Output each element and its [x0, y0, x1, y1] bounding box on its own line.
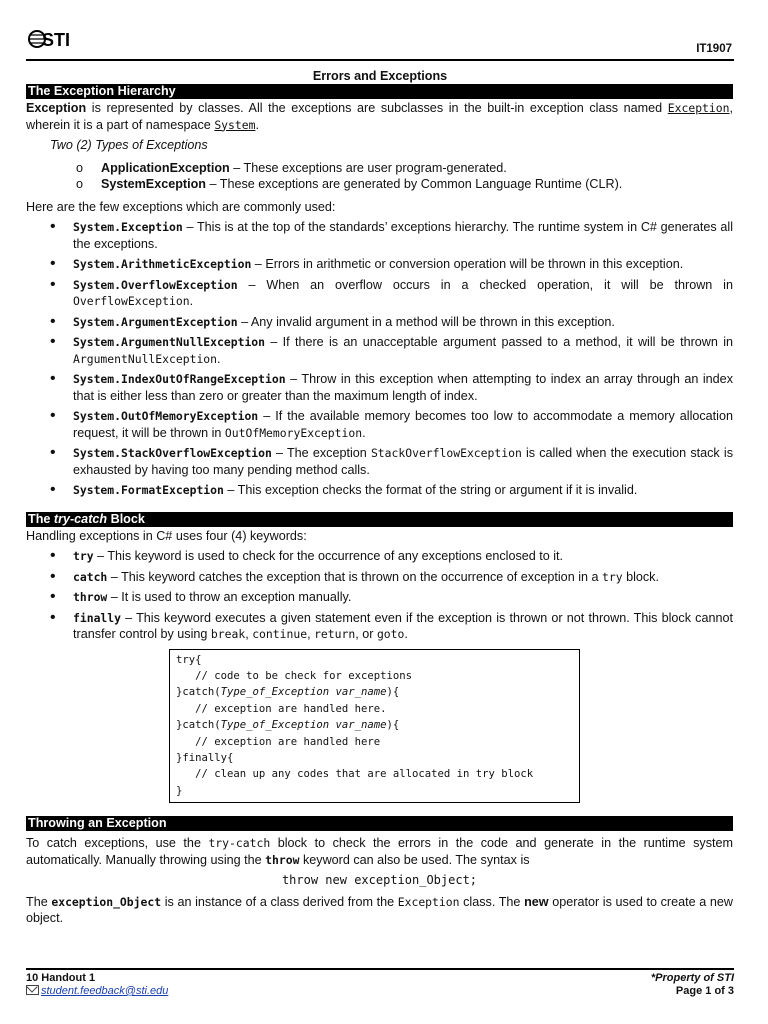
code-line: }finally{: [176, 751, 234, 764]
list-item: • finally – This keyword executes a given statement even if the exception is thrown or not thrown. This block cannot transfer control by using break, continue, return, or goto.: [50, 610, 733, 643]
sti-logo: [28, 26, 78, 52]
code-line: // exception are handled here: [176, 735, 381, 748]
document-title: Errors and Exceptions: [312, 69, 448, 83]
section-heading-try-catch: The try-catch Block: [26, 512, 733, 527]
property-label: *Property of STI: [650, 972, 734, 984]
footer-left: [26, 972, 168, 998]
list-item: • System.ArithmeticException – Errors in arithmetic or conversion operation will be thrown in this exception.: [50, 256, 733, 273]
code-line: }: [176, 784, 183, 797]
code-line: // clean up any codes that are allocated in try block: [176, 768, 534, 781]
page-number: Page 1 of 3: [675, 985, 734, 997]
list-item: • System.FormatException – This exception checks the format of the string or argument if it is invalid.: [50, 482, 733, 499]
footer-right: [651, 972, 734, 998]
list-item: • System.IndexOutOfRangeException – Throw in this exception when attempting to index an array through an index that is either less than zero or greater than the maximum length of index.: [50, 371, 733, 404]
list-item: • System.Exception – This is at the top of the standards’ exceptions hierarchy. The runtime system in C# generates all the exceptions.: [50, 219, 733, 252]
common-exceptions-intro: Here are the few exceptions which are commonly used:: [26, 199, 336, 214]
throwing-paragraph: To catch exceptions, use the try-catch block to check the errors in the code and generate in the runtime system automatically. Manually throwing using the throw keyword can also be used. The syntax is: [26, 836, 733, 867]
list-item: • System.OverflowException – When an overflow occurs in a checked operation, it will be thrown in OverflowException.: [50, 277, 733, 310]
keywords-list: [26, 548, 733, 643]
try-catch-code-block: [169, 649, 580, 804]
common-exceptions-list: [26, 219, 733, 499]
handout-label: 10 Handout 1: [26, 972, 96, 984]
throw-syntax: throw new exception_Object;: [281, 873, 478, 888]
document-code: IT1907: [696, 43, 732, 55]
page-content: [26, 84, 733, 927]
list-item: o ApplicationException – These exceptions are user program-generated.: [76, 160, 733, 177]
list-item: • System.ArgumentException – Any invalid argument in a method will be thrown in this exception.: [50, 314, 733, 331]
mail-icon: [26, 985, 39, 995]
code-line: }catch(Type_of_Exception var_name){: [176, 686, 400, 699]
logo-text: STI: [42, 30, 71, 50]
code-line: }catch(Type_of_Exception var_name){: [176, 719, 400, 732]
keywords-intro: Handling exceptions in C# uses four (4) keywords:: [26, 528, 307, 543]
list-item: • System.ArgumentNullException – If there is an unacceptable argument passed to a method, it will be thrown in ArgumentNullException.: [50, 334, 733, 367]
list-item: • System.StackOverflowException – The exception StackOverflowException is called when the execution stack is exhausted by having too many pending method calls.: [50, 445, 733, 478]
exception-types-list: [26, 160, 733, 193]
section-heading-exception-hierarchy: The Exception Hierarchy: [26, 84, 733, 99]
code-line: // code to be check for exceptions: [176, 669, 412, 682]
list-item: • System.OutOfMemoryException – If the available memory becomes too low to accommodate a memory allocation request, it will be thrown in OutOfMemoryException.: [50, 408, 733, 441]
code-line: try{: [176, 653, 202, 666]
exception-object-paragraph: The exception_Object is an instance of a class derived from the Exception class. The new operator is used to create a new object.: [26, 894, 734, 926]
feedback-email-link[interactable]: student.feedback@sti.edu: [41, 985, 169, 997]
footer-rule: [26, 968, 734, 970]
list-item: • throw – It is used to throw an exception manually.: [50, 589, 733, 606]
list-item: o SystemException – These exceptions are generated by Common Language Runtime (CLR).: [76, 176, 733, 193]
list-item: • try – This keyword is used to check for the occurrence of any exceptions enclosed to it.: [50, 548, 733, 565]
list-item: • catch – This keyword catches the exception that is thrown on the occurrence of exception in a try block.: [50, 569, 733, 586]
intro-paragraph: Exception is represented by classes. All the exceptions are subclasses in the built-in exception class named Exception, wherein it is a part of namespace System.: [26, 101, 733, 132]
header-rule: [26, 59, 734, 61]
types-subheading: Two (2) Types of Exceptions: [50, 138, 208, 152]
section-heading-throwing-exception: Throwing an Exception: [26, 816, 733, 831]
code-line: // exception are handled here.: [176, 702, 387, 715]
